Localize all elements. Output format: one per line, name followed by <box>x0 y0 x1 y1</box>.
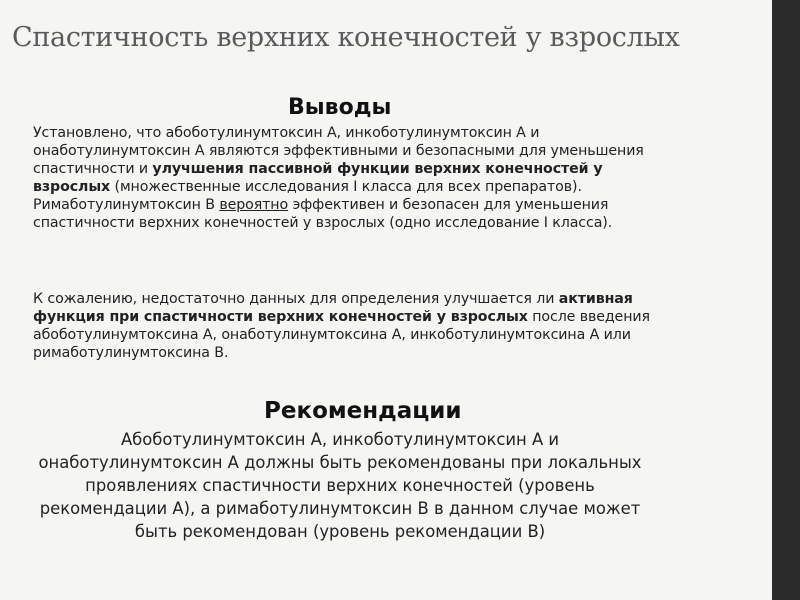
text-span: А <box>326 125 337 141</box>
text-span: , онаботулинумтоксина <box>212 327 392 343</box>
text-span: , инкоботулинумтоксин А и онаботулинумтоксин <box>33 125 540 159</box>
text-span: класса). <box>547 215 613 231</box>
bold-text: улучшения пассивной функции верхних конечностей у взрослых <box>33 161 603 195</box>
text-span: А <box>194 143 205 159</box>
text-span: Абоботулинумтоксин <box>120 430 311 449</box>
text-span: А <box>310 430 322 449</box>
conclusions-paragraph-1 <box>33 124 673 232</box>
bold-text: активная функция при спастичности верхних конечностей у взрослых <box>33 291 633 325</box>
text-span: в данном случае может быть рекомендован (уровень рекомендации <box>134 499 641 541</box>
text-span: I <box>353 179 358 195</box>
text-span: . <box>223 345 229 361</box>
text-span: А <box>202 327 213 343</box>
underlined-text: вероятно <box>219 197 289 213</box>
text-span: А <box>227 453 239 472</box>
text-span: А <box>172 499 184 518</box>
recommendations-heading: Рекомендации <box>264 398 462 424</box>
text-span: В <box>527 522 539 541</box>
slide-title: Спастичность верхних конечностей у взрослых <box>12 22 680 53</box>
text-span: К сожалению, недостаточно данных для определения улучшается ли <box>33 291 559 307</box>
text-span: класса для всех препаратов). Римаботулинумтоксин <box>33 179 582 213</box>
text-span: , инкоботулинумтоксин А и онаботулинумтоксин <box>38 430 560 472</box>
text-span: после введения абоботулинумтоксина <box>33 309 650 343</box>
conclusions-heading: Выводы <box>288 95 392 120</box>
text-span: В <box>205 197 215 213</box>
text-span: I <box>543 215 548 231</box>
text-span: Установлено, что абоботулинумтоксин <box>33 125 327 141</box>
conclusions-paragraph-2 <box>33 290 673 362</box>
text-span: В <box>417 499 429 518</box>
text-span: должны быть рекомендованы при локальных проявлениях спастичности верхних конечностей (уровень рекомендации <box>39 453 642 518</box>
text-span: эффективен и безопасен для уменьшения спастичности верхних конечностей у взрослых (одно исследование <box>33 197 609 231</box>
text-span: , инкоботулинумтоксина А или римаботулинумтоксина <box>33 327 631 361</box>
text-span: ), а римаботулинумтоксин <box>183 499 418 518</box>
right-accent-band <box>772 0 800 600</box>
recommendations-paragraph <box>30 428 650 543</box>
text-span: А <box>391 327 402 343</box>
text-span: ) <box>538 522 546 541</box>
text-span: В <box>214 345 224 361</box>
text-span: являются эффективными и безопасными для уменьшения спастичности и <box>33 143 644 177</box>
text-span: (множественные исследования <box>110 179 354 195</box>
